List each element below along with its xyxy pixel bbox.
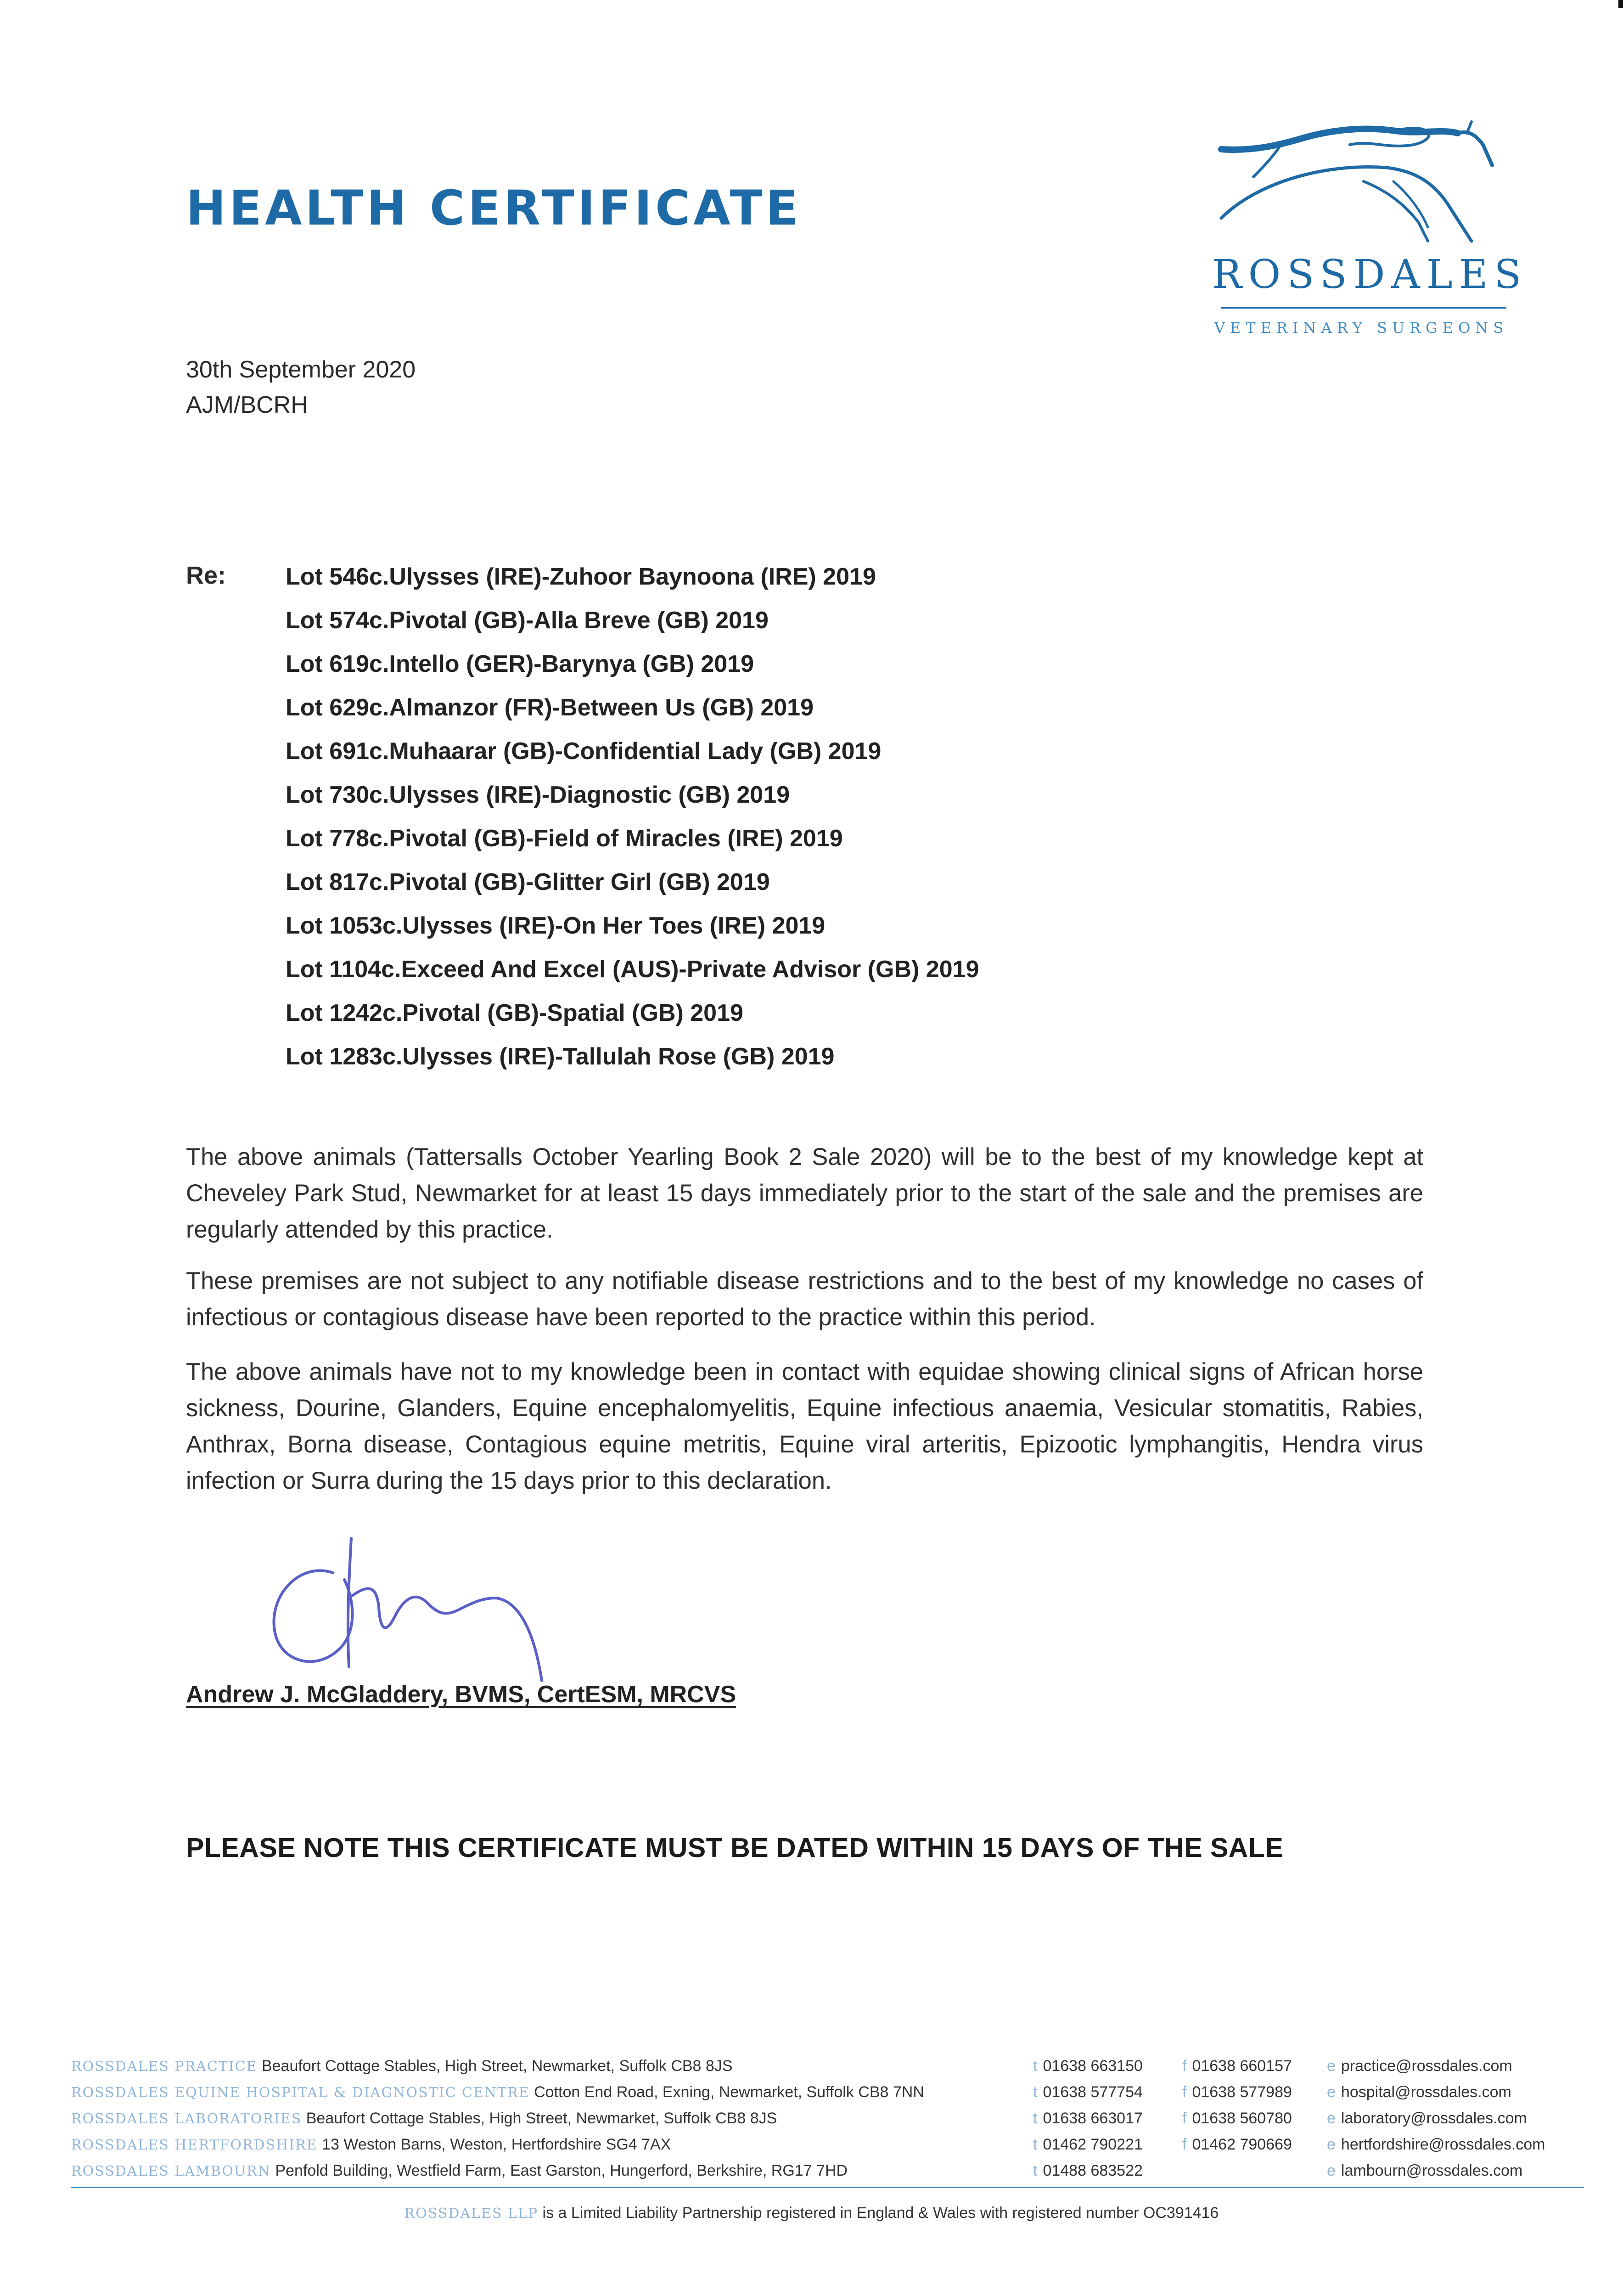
footer-address: Penfold Building, Westfield Farm, East Garston, Hungerford, Berkshire, RG17 7HD	[275, 2162, 848, 2179]
footer-fax: f 01638 560780	[1182, 2110, 1292, 2127]
footer-email: e practice@rossdales.com	[1327, 2057, 1512, 2075]
logo-divider	[1221, 307, 1506, 309]
handwritten-signature	[257, 1529, 588, 1694]
footer-dept: ROSSDALES LAMBOURN	[71, 2163, 271, 2179]
dating-notice: PLEASE NOTE THIS CERTIFICATE MUST BE DATED WITHIN 15 DAYS OF THE SALE	[186, 1833, 1284, 1863]
logo-subtitle: VETERINARY SURGEONS	[1214, 319, 1509, 337]
lot-item: Lot 546c.Ulysses (IRE)-Zuhoor Baynoona (IRE) 2019	[286, 563, 876, 590]
scan-mark	[1618, 0, 1623, 8]
paragraph-premises: The above animals (Tattersalls October Yearling Book 2 Sale 2020) will be to the best of my knowledge kept at Cheveley Park Stud, Newmarket for at least 15 days immediately prior to the start of the sale and the premises are regularly attended by this practice.	[186, 1143, 1423, 1243]
footer-dept: ROSSDALES PRACTICE	[71, 2059, 258, 2075]
signatory-name: Andrew J. McGladdery, BVMS, CertESM, MRCVS	[186, 1681, 736, 1708]
footer-fax: f 01638 577989	[1182, 2083, 1292, 2101]
footer-fax: f 01462 790669	[1182, 2136, 1292, 2153]
footer-address-lambourn	[71, 2162, 848, 2180]
footer-address-practice	[71, 2057, 733, 2075]
footer-address-hospital	[71, 2083, 924, 2101]
footer-phone: t 01488 683522	[1033, 2162, 1143, 2179]
lot-item: Lot 778c.Pivotal (GB)-Field of Miracles (IRE) 2019	[286, 825, 843, 852]
lot-item: Lot 1104c.Exceed And Excel (AUS)-Private Advisor (GB) 2019	[286, 956, 979, 983]
lot-item: Lot 1053c.Ulysses (IRE)-On Her Toes (IRE) 2019	[286, 912, 826, 939]
footer-dept: ROSSDALES HERTFORDSHIRE	[71, 2137, 318, 2153]
llp-text: is a Limited Liability Partnership registered in England & Wales with registered number OC391416	[542, 2204, 1219, 2222]
lot-item: Lot 574c.Pivotal (GB)-Alla Breve (GB) 2019	[286, 607, 769, 634]
lot-item: Lot 730c.Ulysses (IRE)-Diagnostic (GB) 2019	[286, 782, 790, 808]
re-label: Re:	[186, 562, 226, 589]
footer-phone: t 01638 663150	[1033, 2057, 1143, 2075]
footer-address-laboratories	[71, 2110, 777, 2127]
footer-address: Beaufort Cottage Stables, High Street, Newmarket, Suffolk CB8 8JS	[261, 2057, 733, 2075]
footer-phone: t 01638 577754	[1033, 2083, 1143, 2101]
footer-divider	[71, 2187, 1584, 2188]
footer-address: Cotton End Road, Exning, Newmarket, Suffolk CB8 7NN	[534, 2083, 924, 2101]
footer-fax: f 01638 660157	[1182, 2057, 1292, 2075]
horse-logo-icon	[1212, 113, 1506, 246]
footer-dept: ROSSDALES LABORATORIES	[71, 2111, 302, 2127]
lot-list	[286, 560, 979, 1084]
lot-item: Lot 1283c.Ulysses (IRE)-Tallulah Rose (GB) 2019	[286, 1043, 835, 1070]
letter-reference: AJM/BCRH	[186, 392, 308, 418]
llp-name: ROSSDALES LLP	[404, 2206, 539, 2222]
page-title: HEALTH CERTIFICATE	[186, 180, 802, 236]
footer-email: e laboratory@rossdales.com	[1327, 2110, 1527, 2127]
footer-phone: t 01638 663017	[1033, 2110, 1143, 2127]
footer-email: e hertfordshire@rossdales.com	[1327, 2136, 1545, 2153]
logo-wordmark: ROSSDALES	[1212, 252, 1528, 298]
paragraph-restrictions: These premises are not subject to any notifiable disease restrictions and to the best of my knowledge no cases of infectious or contagious disease have been reported to the practice within this period.	[186, 1267, 1423, 1331]
footer-address: Beaufort Cottage Stables, High Street, Newmarket, Suffolk CB8 8JS	[306, 2110, 777, 2127]
lot-item: Lot 691c.Muhaarar (GB)-Confidential Lady (GB) 2019	[286, 738, 882, 765]
footer-llp-statement	[0, 2204, 1623, 2222]
lot-item: Lot 817c.Pivotal (GB)-Glitter Girl (GB) 2019	[286, 869, 770, 895]
lot-item: Lot 629c.Almanzor (FR)-Between Us (GB) 2019	[286, 694, 814, 721]
footer-email: e lambourn@rossdales.com	[1327, 2162, 1523, 2179]
footer-address: 13 Weston Barns, Weston, Hertfordshire SG4 7AX	[322, 2136, 671, 2153]
footer-dept: ROSSDALES EQUINE HOSPITAL & DIAGNOSTIC CENTRE	[71, 2085, 530, 2101]
footer-phone: t 01462 790221	[1033, 2136, 1143, 2153]
letter-date: 30th September 2020	[186, 356, 416, 383]
lot-item: Lot 1242c.Pivotal (GB)-Spatial (GB) 2019	[286, 1000, 743, 1026]
lot-item: Lot 619c.Intello (GER)-Barynya (GB) 2019	[286, 651, 754, 677]
footer-address-hertfordshire	[71, 2136, 671, 2154]
paragraph-contact: The above animals have not to my knowledge been in contact with equidae showing clinical signs of African horse sickness, Dourine, Glanders, Equine encephalomyelitis, Equine infectious anaemia, Vesicular stomatitis, Rabies, Anthrax, Borna disease, Contagious equine metritis, Equine viral arteritis, Epizootic lymphangitis, Hendra virus infection or Surra during the 15 days prior to this declaration.	[186, 1358, 1423, 1494]
footer-email: e hospital@rossdales.com	[1327, 2083, 1511, 2101]
